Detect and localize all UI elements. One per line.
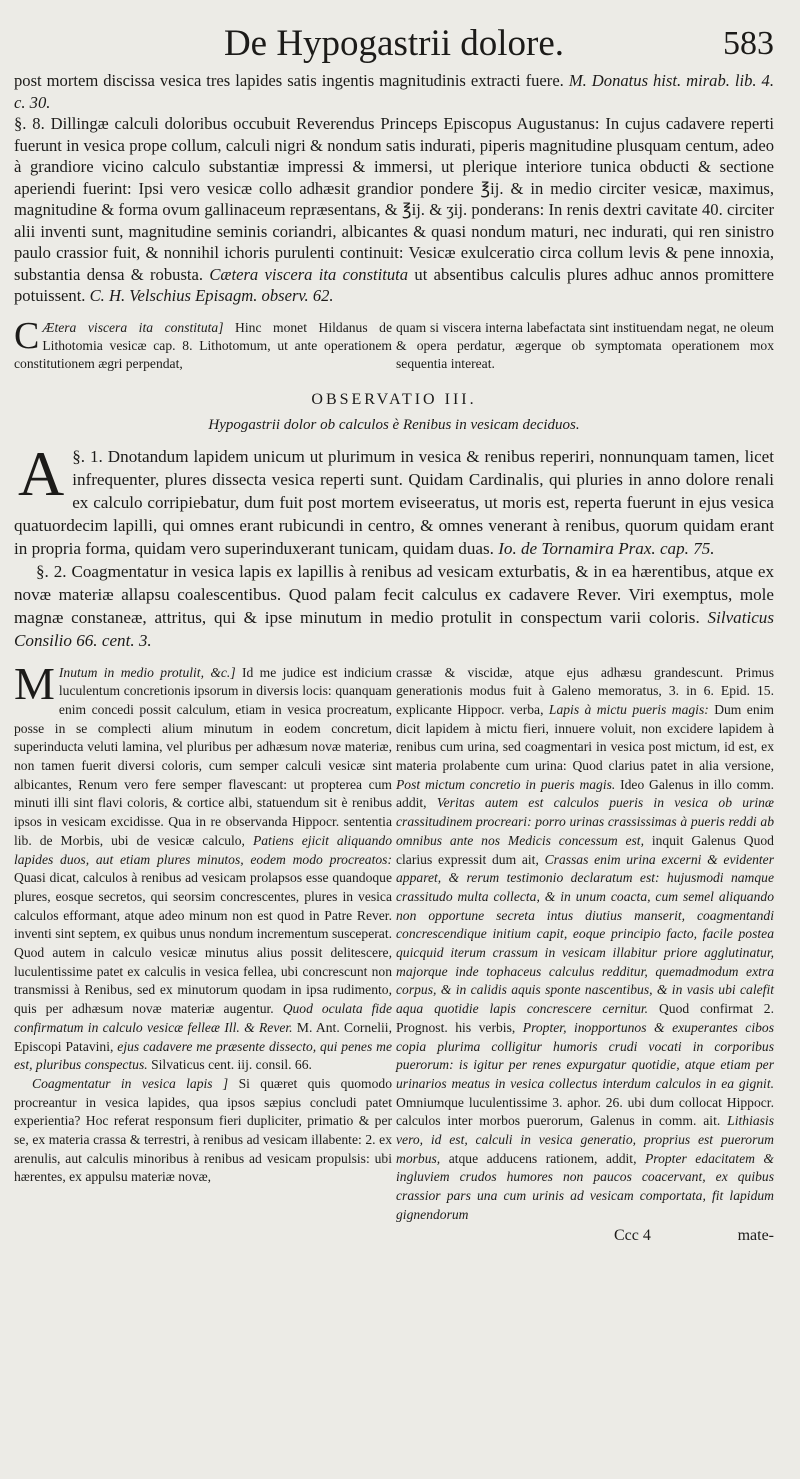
continuation-text: post mortem discissa vesica tres lapides satis ingentis magnitudinis extracti fuere. — [14, 71, 564, 90]
annotation-paragraph — [14, 314, 392, 373]
paragraph-section-8 — [14, 113, 774, 307]
page-title: De Hypogastrii dolore. — [223, 23, 565, 64]
section-2-text: §. 2. Coagmentatur in vesica lapis ex lapillis à renibus ad vesicam exturbatis, & in ea hærentibus, atque ex novæ materiæ allapsu coalescentibus. Quod palam fecit calculus ex cadavere Rever. Viri exemptus, mole magnæ constaneæ, attritus, qui & ipse minutum in medio protulit in conspectum varii coloris. — [14, 561, 774, 627]
annotation-text: Ideo Galenus in illo comm. addit, — [396, 776, 774, 811]
annotation-text: Id me judice est indicium luculentum concretionis ipsorum in diversis locis: quanquam enim concedi possit calculum, etiam in vesica procreatum, posse in se complecti alium minutum in eodem concretum, superinducta veluti lamina, vel pluribus per adhæsum novæ materiæ, non tamen fuerit diversi coloris, cum semper calculi vesicæ sint albicantes, Renum vero fere semper flavescant: ut propterea cum minuti illi sint flavi coloris, & cortice albi, statuendum sit è renibus ipsos in vesicam excidisse. Qua in re observanda Hippocr. sententia lib. de Morbis, ubi de vesicæ calculo, — [14, 664, 392, 848]
citation: Silvaticus cent. iij. consil. 66. — [151, 1057, 312, 1073]
section-8-tail: ut absentibus calculis plures adhuc annos promittere potuissent. — [14, 264, 774, 305]
observation-subtitle: Hypogastrii dolor ob calculos è Renibus in vesicam deciduos. — [208, 416, 580, 433]
annotation-text: Omniumque luculentissime 3. aphor. 26. ubi dum collocat Hippocr. calculos inter morbos puerorum, Galenus in comm. ait. — [396, 1094, 774, 1129]
catchword: mate- — [737, 1226, 774, 1244]
lemma: Coagmentatur in vesica lapis ] — [32, 1075, 229, 1091]
continuation-line — [14, 70, 774, 113]
drop-capital: M — [14, 657, 55, 709]
drop-capital: C — [14, 314, 40, 357]
annotation-left-column — [14, 314, 392, 373]
section-label: §. 1. — [72, 446, 103, 466]
paragraph-section-1 — [14, 437, 774, 560]
annotation-paragraph — [14, 657, 392, 1075]
italic-phrase: Cætera viscera ita constituta — [209, 264, 409, 284]
section-1-text: Dnotandum lapidem unicum ut plurimum in vesica & renibus reperiri, nonnunquam tamen, licet infrequenter, plures dissecta vesica reperti sunt. Quidam Cardinalis, qui pluries in anno dolore renali ex calculo corripiebatur, dum fuit post mortem eviseeratus, ut moris est, reperta fuerunt in ejus vesica quatuordecim lapilli, qui omnes erant rubicundi in centro, & omnes venerant à renibus, quorum quidam erant in propria forma, quidam vero superinduxerant tunicam, quidam duas. — [14, 446, 774, 558]
annotation-paragraph — [396, 664, 774, 1225]
annotation-text: Si quæret quis quomodo procreantur in vesica lapides, qua ipsos sæpius concludi patet experientia? Hoc referat responsum fieri dupliciter, primatio & per se, ex materia crassa & terrestri, à renibus ad vesicam illabente: 2. ex arenulis, aut calculis minoribus à renibus ad vesicam propulsis: ubi hærentes, ex appulsu materiæ novæ, — [14, 1075, 393, 1185]
annotation-text: Quod confirmat 2. Prognost. his verbis, — [396, 1001, 774, 1035]
top-block — [14, 70, 774, 307]
lemma: Ætera viscera ita constituta] — [42, 319, 224, 335]
annotation-right-column — [396, 664, 774, 1225]
italic-quote: ejus cadavere me præsente dissecto, qui penes me est, pluribus conspectus. — [14, 1038, 392, 1073]
italic-quote: Quod oculata fide confirmatum in calculo vesicæ felleæ Ill. & Rever. — [14, 1001, 392, 1035]
drop-capital: A — [18, 437, 65, 509]
running-header — [14, 18, 774, 70]
section-8-text: §. 8. Dillingæ calculi doloribus occubuit Reverendus Princeps Episcopus Augustanus: In cujus cadavere reperti fuerunt in vesica prope collum, calculi nigri & nondum satis indurati, piperis magnitudine plusquam centum, adeo à grandiore vicino calculo substantiæ impressi & immersi, ut plerique interiore tunica obducti & sectione aperiendi fuerint: Ipsi vero vesicæ collo adhæsit grandior pondere ℥ij. & in medio circiter vesicæ, maximus, magnitudine & forma ovum gallinaceum repræsentans, & ℥ij. & ʒij. ponderans: In renis dextri cavitate 40. circiter alii inventi sunt, magnitudine seminis coriandri, albicantes & quasi nondum maturi, nec indurati, qui ren sinistro paulo crassior fuit, & nonnihil ichoris purulenti continuit: Vesicæ exulceratio circa collum levis & pene innoxia, substantia densa & robusta. — [14, 114, 774, 284]
annotation-text: Dum enim dicit lapidem à mictu fieri, innuere voluit, non excidere lapidem à renibus cum urina, sed coagmentari in vesica post mictum, id est, ex materia prolabente cum urina: Quod clarius patet in alia versione, — [396, 701, 774, 774]
italic-quote: Post mictum concretio in pueris magis. — [396, 776, 616, 792]
italic-quote: Propter edacitatem & ingluviem crudos humores non paucos coacervant, ex quibus crassior pars una cum urinis ad vesicam comportata, fit lapidum gignendorum — [396, 1150, 774, 1222]
annotation-text: Quasi dicat, calculos à renibus ad vesicam prolapsos esse quandoque plures, eosque secretos, qui seorsim concrescentes, plures in vesica calculos efformant, atque adeo minum non est quod in Patre Rever. inventi sint septem, ex quibus unus nondum incrementum susceperat. Quod autem in calculo vesicæ minutus alius possit delitescere, luculentissime patet ex calculis in vesica fellea, ubi concrescunt non transmissi à Renibus, sed ex minutorum quodam in ipsa rudimento, quis per adhæsum novæ materiæ augentur. — [14, 870, 392, 1017]
page-footer — [14, 1227, 774, 1253]
annotation-text: Hinc monet Hildanus de Lithotomia vesicæ cap. 8. Lithotomum, ut ante operationem constitutionem ægri perpendat, — [14, 319, 392, 371]
annotation-text: atque adducens rationem, addit, — [448, 1150, 637, 1166]
italic-quote: Crassas enim urina excerni & evidenter apparet, & rerum testimonio declaratum est: hujusmodi namque crassitudo multa collecta, & in unum coacta, cum semel aliquando non opportune secreta intus diutius manserit, coagmentandi concrescendique initium capit, eoque principio facto, facile postea quicquid iterum crassum in vesicam illabitur priore agglutinatur, majorque inde tophaceus calculus redditur, quemadmodum extra corpus, & in calidis aquis sponte nascentibus, & in vasis ubi calefit aqua quotidie lapis concrescere cernitur. — [396, 851, 774, 1017]
italic-quote: Veritas autem est calculos pueris in vesica ob urinæ crassitudinem procreari: porro urinas crassissimas à pueris reddi ab omnibus ante nos Medicis concessum est, — [396, 795, 774, 848]
annotation-paragraph — [14, 1075, 392, 1187]
annotation-text: M. Ant. Cornelii, Episcopi Patavini, — [14, 1019, 392, 1054]
citation: Io. de Tornamira Prax. cap. 75. — [498, 538, 715, 558]
annotation-text: inquit Galenus Quod clarius expressit dum ait, — [396, 832, 774, 867]
citation: M. Donatus hist. mirab. lib. 4. c. 30. — [14, 71, 774, 112]
italic-quote: Propter, inopportunos & exuperantes cibos copia plurima colligitur humoris crudi vocati in corporibus puerorum: is igitur per renes expurgatur quotidie, atque etiam per urinarios meatus in vesica collectus interdum calculos in ea gignit. — [396, 1019, 774, 1091]
italic-quote: Lithiasis vero, id est, calculi in vesica generatio, proprius est puerorum morbus, — [396, 1113, 774, 1166]
observation-heading: OBSERVATIO III. — [311, 390, 477, 408]
annotation-right-column — [396, 319, 774, 373]
signature-mark: Ccc 4 — [614, 1226, 651, 1244]
lemma: Inutum in medio protulit, &c.] — [58, 664, 236, 680]
annotation-block-1 — [14, 314, 774, 373]
annotation-paragraph: quam si viscera interna labefactata sint instituendam negat, ne oleum & opera perdatur, ægerque ob symptomata operationem mox sequentia intereat. — [396, 319, 774, 371]
citation: C. H. Velschius Episagm. observ. 62. — [89, 286, 334, 305]
annotation-block-2 — [14, 657, 774, 1225]
page-number: 583 — [723, 25, 774, 62]
italic-quote: Lapis à mictu pueris magis: — [548, 701, 709, 717]
paragraph-section-2 — [14, 560, 774, 652]
annotation-text: crassæ & viscidæ, atque ejus adhæsu grandescunt. Primus generationis modus fuit à Galeno memoratus, 3. in 6. Epid. 15. explicante Hippocr. verba, — [396, 664, 774, 717]
annotation-left-column — [14, 657, 393, 1225]
citation: Silvaticus Consilio 66. cent. 3. — [14, 607, 774, 650]
main-text — [14, 437, 774, 652]
italic-quote: Patiens ejicit aliquando lapides duos, aut etiam plures minutos, eodem modo procreatos: — [14, 832, 392, 867]
